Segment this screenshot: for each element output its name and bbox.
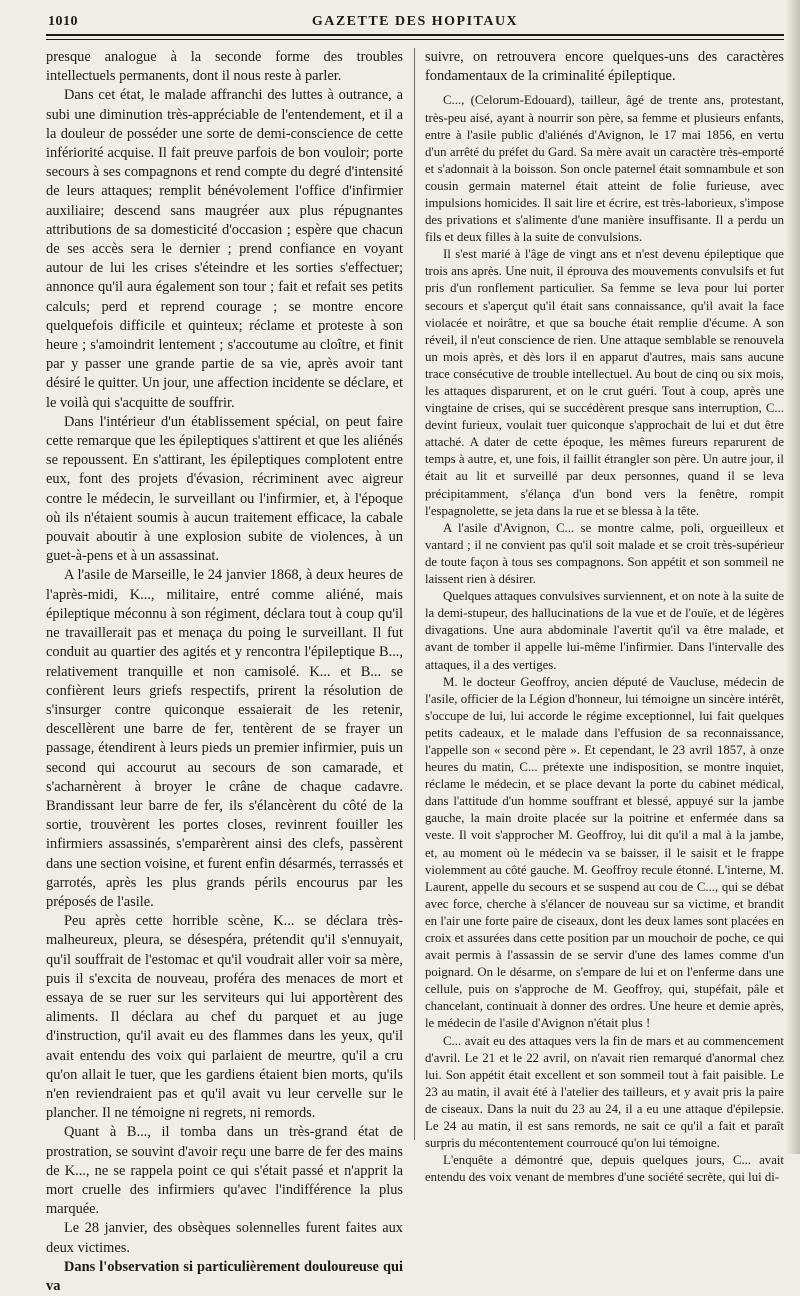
paragraph: Dans cet état, le malade affranchi des luttes à outrance, a subi une diminution très-appréciable de l'entendement, et il a la douleur de posséder une sorte de demi-conscience de cette infériorité acquise. Il fait preuve parfois de bon vouloir; porte secours à ses compagnons et rend compte du degré d'intensité de leurs attaques; remplit bénévolement l'office d'infirmier auxiliaire; descend sans maugréer aux plus répugnantes attributions de sa domesticité d'occasion ; espère que chacun de ses accès sera le dernier ; prend confiance en voyant autour de lui les crises s'éteindre et les sorties s'effectuer; annonce qu'il aura également son tour ; fait et refait ses petits calculs; perd et reprend courage ; se montre encore quelquefois difficile et quinteux; réclame et proteste à son heure ; s'amoindrit lentement ; s'accoutume au cloître, et finit par y passer une grande partie de sa vie, après avoir tant désiré le quitter. Un jour, une affection incidente se déclare, et le voilà qui s'acquitte de souffrir.	[46, 87, 403, 411]
paragraph: Quant à B..., il tomba dans un très-grand état de prostration, se souvint d'avoir reçu une barre de fer des mains de K..., ne se rappela point ce qui s'était passé et n'apprit la mort cruelle des infirmiers qu'avec l'indifférence la plus marquée.	[46, 1124, 403, 1218]
page-number: 1010	[48, 14, 78, 29]
paragraph: Il s'est marié à l'âge de vingt ans et n'est devenu épileptique que trois ans après. Une nuit, il éprouva des mouvements convulsifs et fut pris d'un ronflement particulier. Sa femme se leva pour lui porter secours et s'aperçut qu'il était sans connaissance, qu'il avait la face violacée et noirâtre, et que sa bouche était remplie d'écume. A son réveil, il n'eut conscience de rien. Une attaque semblable se renouvela un mois après, et dès lors il en apparut d'autres, mais sans aucune trace consécutive de trouble intellectuel. Au bout de cinq ou six mois, les attaques disparurent, et on le crut guéri. Tout à coup, après une vingtaine de crises, qui se succédèrent presque sans interruption, C... devint furieux, voulait tuer quiconque s'approchait de lui et dut être attaché. A dater de cette époque, les mêmes fureurs reparurent de temps à autre, et, une fois, il faillit étrangler son père. Un autre jour, il était au lit et surveillé par deux personnes, quand il se leva précipitamment, s'élança d'un bond vers la fenêtre, rompit l'espagnolette, se jeta dans la rue et se blessa à la tête.	[425, 247, 784, 518]
column-divider	[414, 48, 415, 1140]
paragraph: C... avait eu des attaques vers la fin de mars et au commencement d'avril. Le 21 et le 22 avril, on n'avait rien remarqué d'anormal chez lui. Son appétit était excellent et son sommeil tout à fait paisible. Le 23 au matin, il avait été à l'atelier des tailleurs, et y avait pris la paire de ciseaux. Dans la nuit du 23 au 24, il a eu une attaque d'épilepsie. Le 24 au matin, il est sans remords, ne sait ce qu'il a fait et paraît surpris du mécontentement courroucé qu'on lui témoigne.	[425, 1033, 784, 1151]
paragraph: Quelques attaques convulsives surviennent, et on note à la suite de la demi-stupeur, des hallucinations de la vue et de l'ouïe, et de légères divagations. Une aura abdominale l'avertit qu'il va être malade, et avant de tomber il appelle lui-même l'infirmier. Dans l'intervalle des attaques, il a des vertiges.	[425, 589, 784, 672]
right-column	[425, 48, 784, 1185]
page-header	[46, 10, 784, 34]
paragraph: A l'asile de Marseille, le 24 janvier 1868, à deux heures de l'après-midi, K..., militaire, entré comme aliéné, mais épileptique méconnu à son régiment, déclara tout à coup qu'il ne travaillerait pas et menaça du poing le surveillant. Il fut conduit au quartier des agités et y rencontra l'épileptique B..., relativement tranquille et non camisolé. K... et B... se confièrent leurs griefs respectifs, prirent la résolution de s'insurger contre quiconque essaierait de les retenir, descellèrent une barre de fer, tentèrent de se frayer un passage, étendirent à leurs pieds un premier infirmier, puis un second qui accourut au secours de son camarade, et s'acharnèrent à broyer le crâne de chaque cadavre. Brandissant leur barre de fer, ils s'élancèrent du côté de la sortie, trouvèrent les portes closes, revinrent fouiller les infirmiers assassinés, s'emparèrent ainsi des clefs, passèrent dans une section voisine, et furent enfin désarmés, terrassés et garrotés, après les plus grands périls encourus par les préposés de l'asile.	[46, 567, 403, 910]
paragraph: Dans l'intérieur d'un établissement spécial, on peut faire cette remarque que les épileptiques s'attirent et que les aliénés se repoussent. En s'attirant, les épileptiques complotent entre eux, font des projets d'évasion, récriminent avec aigreur contre le médecin, le surveillant ou l'infirmier, et, à l'époque où ils n'étaient soumis à aucun traitement efficace, la cabale pouvait aboutir à une explosion subite de violences, à un guet-à-pens et à un assassinat.	[46, 413, 403, 565]
journal-title: GAZETTE DES HOPITAUX	[311, 14, 519, 29]
paragraph: Le 28 janvier, des obsèques solennelles furent faites aux deux victimes.	[46, 1220, 403, 1256]
paragraph: C..., (Celorum-Edouard), tailleur, âgé de trente ans, protestant, très-peu aisé, ayant à nourrir son père, sa femme et plusieurs enfants, entre à l'asile public d'aliénés d'Avignon, le 17 mai 1856, en vertu d'un arrêté du préfet du Gard. Sa mère avait un caractère très-emporté et s'adonnait à la boisson. Son oncle paternel était somnambule et son cousin germain maternel était atteint de folie furieuse, avec impulsions homicides. Il sait lire et écrire, est très-laborieux, s'impose des privations et s'alimente d'une manière insuffisante. Il a perdu un fils et deux filles à la suite de convulsions.	[425, 93, 784, 245]
header-rule	[46, 34, 784, 36]
left-column	[46, 48, 403, 1294]
paragraph: L'enquête a démontré que, depuis quelques jours, C... avait entendu des voix venant de membres d'une société secrète, qui lui di-	[425, 1153, 784, 1185]
header-rule-thin	[46, 39, 784, 40]
paragraph: M. le docteur Geoffroy, ancien député de Vaucluse, médecin de l'asile, officier de la Légion d'honneur, lui témoigne un sincère intérêt, s'occupe de lui, lui accorde le régime exceptionnel, lui fait quelques petits cadeaux, et le malade dans l'effusion de sa reconnaissance, l'appelle son « second père ». Et cependant, le 23 avril 1857, à onze heures du matin, C... prétexte une indisposition, se montre inquiet, réclame le médecin, et se place devant la porte du cabinet médical, dans l'attitude d'un homme souffrant et blessé, appuyé sur la jambe gauche, la main droite placée sur la poitrine et enfermée dans sa veste. Il voit s'approcher M. Geoffroy, lui dit qu'il a mal à la jambe, et, au moment où le médecin va se baisser, il le saisit et le frappe violemment au côté gauche. M. Geoffroy recule étonné. L'interne, M. Laurent, appelle du secours et se suspend au cou de C..., qui se débat avec force, cherche à s'élancer de nouveau sur sa victime, et brandit en l'air une forte paire de ciseaux, dont les deux lames sont placées en croix et assurées dans cette position par un mouchoir de poche, ce qui avait permis à l'assassin de se servir d'une des lames comme d'un poignard. On le désarme, on s'empare de lui et on l'enferme dans une cellule, puis on s'approche de M. Geoffroy, qui, stupéfait, pâle et chancelant, continuait à donner des ordres. Une heure et demie après, le médecin de l'asile d'Avignon n'était plus !	[425, 674, 784, 1031]
paragraph: A l'asile d'Avignon, C... se montre calme, poli, orgueilleux et vantard ; il ne convient pas qu'il soit malade et se croit très-supérieur de toute façon à tous ses compagnons. Son appétit et son sommeil ne laissent rien à désirer.	[425, 520, 784, 587]
page-edge-shadow	[786, 0, 800, 1154]
paragraph: presque analogue à la seconde forme des troubles intellectuels permanents, dont il nous reste à parler.	[46, 49, 403, 85]
paragraph: suivre, on retrouvera encore quelques-uns des caractères fondamentaux de la criminalité épileptique.	[425, 49, 784, 85]
paragraph: Peu après cette horrible scène, K... se déclara très-malheureux, pleura, se désespéra, prétendit qu'il s'ennuyait, qu'il souffrait de l'estomac et qu'il voudrait aller voir sa mère, puis il s'excita de nouveau, proféra des menaces de mort et essaya de se ruer sur les serviteurs qui lui apportèrent des aliments. Il déclara au chef du parquet et au juge d'instruction, qu'il avait eu des flammes dans les yeux, qu'il avait entendu des voix qui parlaient de meurtre, qu'il a cru qu'on allait le tuer, que les gardiens étaient bien morts, qu'ils n'en reviendraient pas et qu'il avait vu leur cervelle sur le plancher. Il ne témoigne ni regrets, ni remords.	[46, 913, 403, 1122]
paragraph: Dans l'observation si particulièrement douloureuse qui va	[46, 1258, 403, 1294]
